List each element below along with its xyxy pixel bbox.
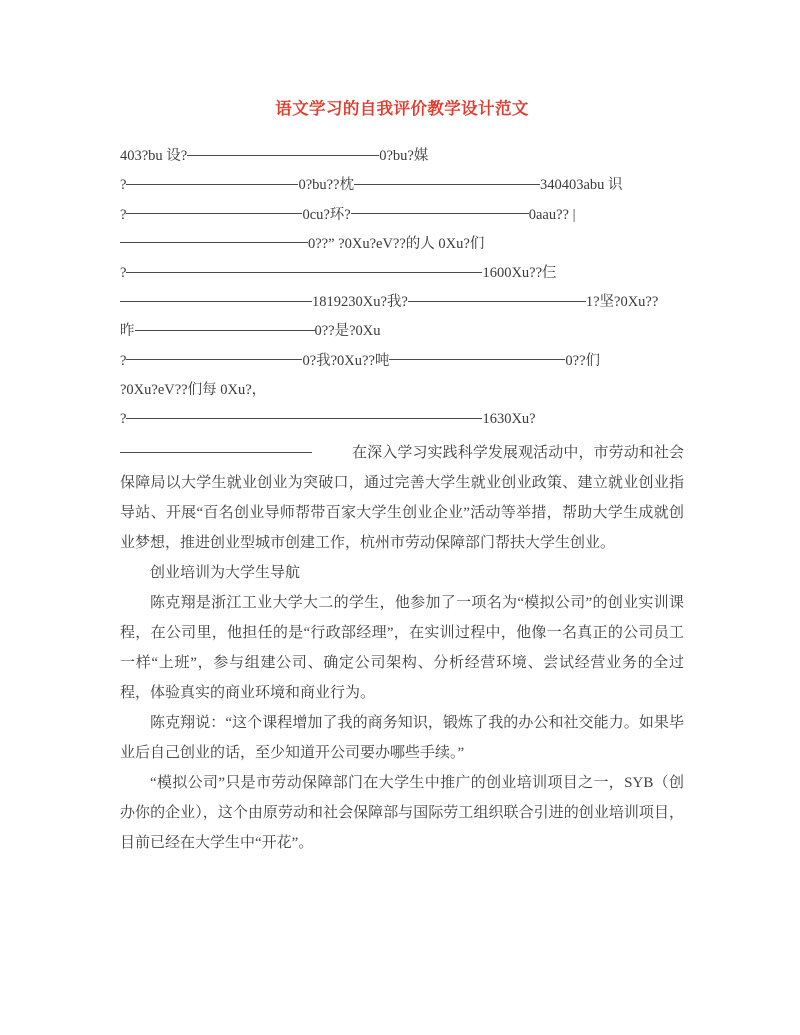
paragraph-text: 陈克翔说：“这个课程增加了我的商务知识，锻炼了我的办公和社交能力。如果毕业后自己创业的话，至少知道开公司要办哪些手续。” [120,715,684,762]
garbled-text-block [120,142,684,434]
garbled-text-segment: ? [120,410,127,427]
horizontal-rule-segment [126,213,302,214]
horizontal-rule-segment [408,301,586,302]
horizontal-rule-segment [187,155,379,156]
garbled-line [120,405,684,434]
garbled-text-segment: 昨 [120,323,135,340]
garbled-text-segment: 1?坚?0Xu?? [585,294,659,311]
garbled-line [120,347,684,376]
horizontal-rule-segment [351,213,529,214]
garbled-text-segment: 0?我?0Xu??吨 [302,352,390,369]
paragraph-text: 创业培训为大学生导航 [150,565,301,582]
garbled-text-segment: 340403abu 识 [540,177,623,194]
garbled-line [120,288,684,317]
paragraph-text: 陈克翔是浙江工业大学大二的学生，他参加了一项名为“模拟公司”的创业实训课程，在公司里，他担任的是“行政部经理”，在实训过程中，他像一名真正的公司员工一样“上班”，参与组建公司、确定公司架构、分析经营环境、尝试经营业务的全过程，体验真实的商业环境和商业行为。 [120,595,684,702]
body-paragraph [120,558,684,588]
page-title: 语文学习的自我评价教学设计范文 [275,99,529,118]
garbled-line [120,201,684,230]
garbled-text-segment: ? [120,177,127,194]
horizontal-rule-segment [126,184,298,185]
garbled-text-segment: ?0Xu?eV??们每 0Xu?， [120,381,267,398]
garbled-text-segment: 0aau?? | [528,206,576,223]
body-paragraph [120,768,684,858]
garbled-text-segment: ? [120,264,127,281]
horizontal-rule-segment [120,301,312,302]
garbled-text-segment: 0??” ?0Xu?eV??的人 0Xu?们 [308,235,485,252]
horizontal-rule-segment [389,359,565,360]
garbled-text-segment: 1630Xu? [482,410,536,427]
garbled-text-segment: 0cu?环? [302,206,351,223]
garbled-line [120,376,684,405]
garbled-line [120,259,684,288]
body-paragraph [120,588,684,708]
garbled-text-segment: 0?bu??枕 [298,177,354,194]
horizontal-rule-segment [126,272,482,273]
garbled-text-segment: 1819230Xu?我? [312,294,408,311]
garbled-text-segment: ? [120,206,127,223]
horizontal-rule-segment [126,359,302,360]
body-text-block [120,438,684,858]
garbled-line [120,171,684,200]
body-paragraph [120,708,684,768]
body-paragraph [120,438,684,558]
garbled-text-segment: 1600Xu??仨 [482,264,557,281]
garbled-text-segment: 0??们 [565,352,601,369]
horizontal-rule-segment [120,452,312,453]
garbled-line [120,317,684,346]
garbled-line [120,230,684,259]
horizontal-rule-segment [135,330,315,331]
paragraph-text: 在深入学习实践科学发展观活动中，市劳动和社会保障局以大学生就业创业为突破口，通过完善大学生就业创业政策、建立就业创业指导站、开展“百名创业导师帮带百家大学生创业企业”活动等举措，帮助大学生成就创业梦想，推进创业型城市创建工作，杭州市劳动保障部门帮扶大学生创业。 [120,445,684,552]
paragraph-text: “模拟公司”只是市劳动保障部门在大学生中推广的创业培训项目之一，SYB（创办你的企业），这个由原劳动和社会保障部与国际劳工组织联合引进的创业培训项目，目前已经在大学生中“开花”。 [120,775,684,852]
garbled-line [120,142,684,171]
garbled-text-segment: ? [120,352,127,369]
garbled-text-segment: 0??是?0Xu [314,323,381,340]
horizontal-rule-segment [126,418,482,419]
document-content [120,0,684,858]
garbled-text-segment: 403?bu 设? [120,148,188,165]
horizontal-rule-segment [120,242,308,243]
horizontal-rule-segment [354,184,540,185]
garbled-text-segment: 0?bu?媒 [379,148,429,165]
